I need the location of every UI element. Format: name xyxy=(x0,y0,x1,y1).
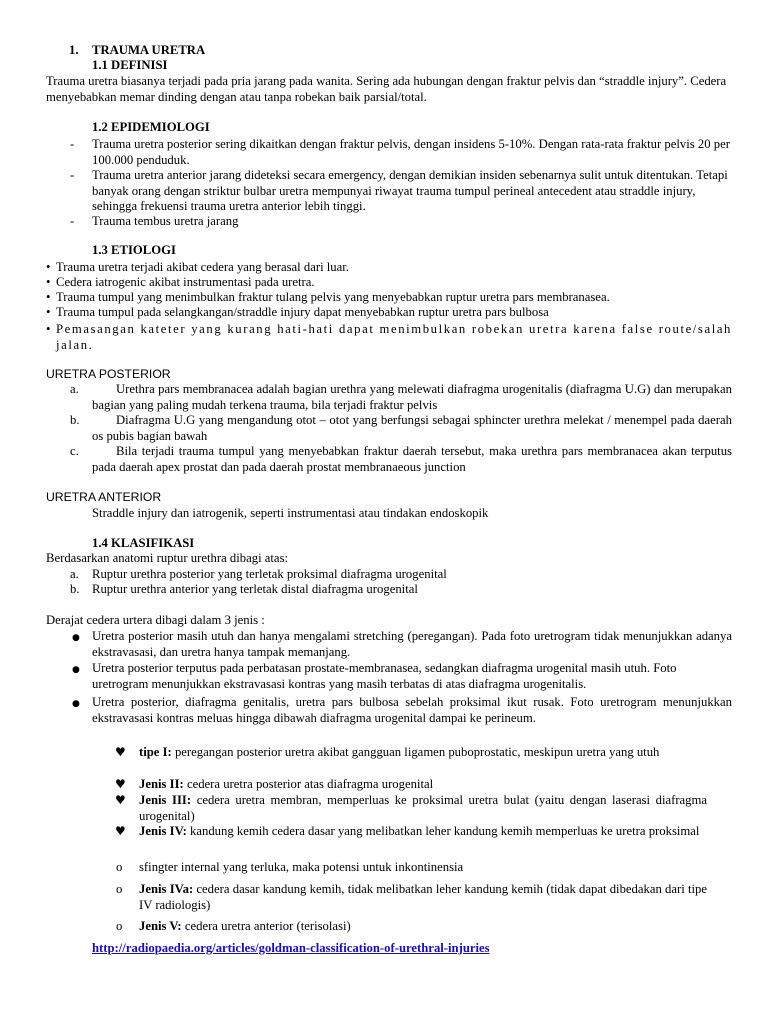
etiologi-bullet: • xyxy=(46,305,51,319)
etiologi-bullet: • xyxy=(46,290,51,304)
jenis-text: cedera dasar kandung kemih, tidak melibatkan leher kandung kemih (tidak dapat dibedakan dari tipe IV radiologis) xyxy=(139,882,708,912)
radiopaedia-link[interactable]: http://radiopaedia.org/articles/goldman-classification-of-urethral-injuries xyxy=(92,941,490,955)
epidemiologi-item: Trauma uretra anterior jarang dideteksi secara emergency, dengan demikian insiden sebenarnya sulit untuk ditentukan. Tetapi banyak orang dengan striktur bulbar uretra mempunyai riwayat trauma tumpul perineal antecedent atau straddle injury, sehingga frekuensi trauma uretra anterior lebih tinggi. xyxy=(92,168,728,213)
list-label: a. xyxy=(70,567,79,581)
definisi-text: Trauma uretra biasanya terjadi pada pria jarang pada wanita. Sering ada hubungan dengan fraktur pelvis dan “straddle injury”. Cedera menyebabkan memar dinding dengan atau tanpa robekan baik parsial/total. xyxy=(46,74,727,104)
list-label: a. xyxy=(70,382,79,396)
klasifikasi-intro: Berdasarkan anatomi ruptur urethra dibagi atas: xyxy=(46,551,289,565)
jenis-item xyxy=(139,777,707,793)
epidemiologi-heading: 1.2 EPIDEMIOLOGI xyxy=(92,120,210,134)
jenis-item xyxy=(139,793,707,824)
heart-bullet-icon: ♥ xyxy=(115,777,126,791)
uretra-anterior-text: Straddle injury dan iatrogenik, seperti instrumentasi atau tindakan endoskopik xyxy=(92,506,489,520)
jenis-label: Jenis V: xyxy=(139,919,182,933)
derajat-item: Uretra posterior masih utuh dan hanya mengalami stretching (peregangan). Pada foto uretrogram tidak menunjukkan adanya ekstravasasi, dan uretra hanya tampak memanjang. xyxy=(92,629,732,659)
etiologi-item: Trauma tumpul yang menimbulkan fraktur tulang pelvis yang menyebabkan ruptur uretra pars membranasea. xyxy=(56,290,610,304)
etiologi-item-text: Pemasangan kateter yang kurang hati-hati dapat menimbulkan robekan uretra karena false route/salah jalan. xyxy=(56,322,732,352)
jenis-item xyxy=(139,919,707,935)
etiologi-heading: 1.3 ETIOLOGI xyxy=(92,243,176,257)
jenis-text: peregangan posterior uretra akibat gangguan ligamen puboprostatic, meskipun uretra yang utuh xyxy=(174,745,660,759)
disc-bullet: ● xyxy=(72,665,80,675)
jenis-item xyxy=(139,860,707,876)
jenis-label: Jenis IVa: xyxy=(139,882,194,896)
jenis-text: sfingter internal yang terluka, maka potensi untuk inkontinensia xyxy=(139,860,464,874)
derajat-item: Uretra posterior, diafragma genitalis, uretra pars bulbosa sebelah proksimal ikut rusak. Foto uretrogram menunjukkan ekstravasasi kontras meluas hingga dibawah diafragma urogenital dampai ke perineum. xyxy=(92,695,732,725)
klasifikasi-heading: 1.4 KLASIFIKASI xyxy=(92,536,195,550)
definisi-heading: 1.1 DEFINISI xyxy=(92,58,168,72)
uretra-anterior-heading: URETRA ANTERIOR xyxy=(46,490,162,504)
dash-bullet: - xyxy=(70,214,75,228)
heart-bullet-icon: ♥ xyxy=(115,824,126,838)
jenis-item xyxy=(139,745,707,761)
circle-bullet: o xyxy=(116,919,123,933)
jenis-text: cedera uretra membran, memperluas ke proksimal uretra bulat (yaitu dengan laserasi diafragma urogenital) xyxy=(139,793,708,823)
jenis-item xyxy=(139,882,707,913)
jenis-label: Jenis II: xyxy=(139,777,184,791)
uretra-posterior-heading: URETRA POSTERIOR xyxy=(46,367,171,381)
etiologi-item: Trauma uretra terjadi akibat cedera yang berasal dari luar. xyxy=(56,260,349,274)
list-label: b. xyxy=(70,582,80,596)
posterior-item: Urethra pars membranacea adalah bagian urethra yang melewati diafragma urogenitalis (diafragma U.G) dan merupakan bagian yang paling mudah terkena trauma, bila terjadi fraktur pelvis xyxy=(92,382,732,412)
jenis-label: Jenis III: xyxy=(139,793,192,807)
jenis-item xyxy=(139,824,707,840)
klasifikasi-item: Ruptur urethra posterior yang terletak proksimal diafragma urogenital xyxy=(92,567,447,581)
jenis-text: cedera uretra anterior (terisolasi) xyxy=(184,919,351,933)
posterior-item: Diafragma U.G yang mengandung otot – otot yang berfungsi sebagai sphincter urethra melekat / menempel pada daerah os pubis bagian bawah xyxy=(92,413,732,443)
heart-bullet-icon: ♥ xyxy=(115,793,126,807)
etiologi-item: Cedera iatrogenic akibat instrumentasi pada uretra. xyxy=(56,275,315,289)
dash-bullet: - xyxy=(70,168,75,182)
etiologi-item xyxy=(56,322,732,353)
dash-bullet: - xyxy=(70,137,75,151)
disc-bullet: ● xyxy=(72,699,80,709)
disc-bullet: ● xyxy=(72,633,80,643)
list-label: c. xyxy=(70,444,79,458)
jenis-label: tipe I: xyxy=(139,745,172,759)
etiologi-bullet: • xyxy=(46,260,51,274)
circle-bullet: o xyxy=(116,860,123,874)
jenis-text: kandung kemih cedera dasar yang melibatkan leher kandung kemih memperluas ke uretra proksimal xyxy=(190,824,700,838)
jenis-text: cedera uretra posterior atas diafragma urogenital xyxy=(186,777,434,791)
derajat-item: Uretra posterior terputus pada perbatasan prostate-membranasea, sedangkan diafragma urogenital masih utuh. Foto uretrogram menunjukkan ekstravasasi kontras yang masih terbatas di atas diafragma urogenitalis. xyxy=(92,661,677,691)
section-number: 1. xyxy=(69,43,79,57)
posterior-item: Bila terjadi trauma tumpul yang menyebabkan fraktur daerah tersebut, maka urethra pars membranacea akan terputus pada daerah apex prostat dan pada daerah prostat membranaeous junction xyxy=(92,444,732,474)
etiologi-bullet: • xyxy=(46,275,51,289)
section-title: TRAUMA URETRA xyxy=(92,43,206,57)
epidemiologi-item: Trauma tembus uretra jarang xyxy=(92,214,239,228)
etiologi-bullet: • xyxy=(46,322,51,336)
jenis-label: Jenis IV: xyxy=(139,824,187,838)
circle-bullet: o xyxy=(116,882,123,896)
list-label: b. xyxy=(70,413,80,427)
heart-bullet-icon: ♥ xyxy=(115,745,126,759)
klasifikasi-item: Ruptur urethra anterior yang terletak distal diafragma urogenital xyxy=(92,582,418,596)
derajat-intro: Derajat cedera urtera dibagi dalam 3 jenis : xyxy=(46,613,265,627)
etiologi-item: Trauma tumpul pada selangkangan/straddle injury dapat menyebabkan ruptur uretra pars bulbosa xyxy=(56,305,549,319)
epidemiologi-item: Trauma uretra posterior sering dikaitkan dengan fraktur pelvis, dengan insidens 5-10%. Dengan rata-rata fraktur pelvis 20 per 100.000 penduduk. xyxy=(92,137,730,167)
